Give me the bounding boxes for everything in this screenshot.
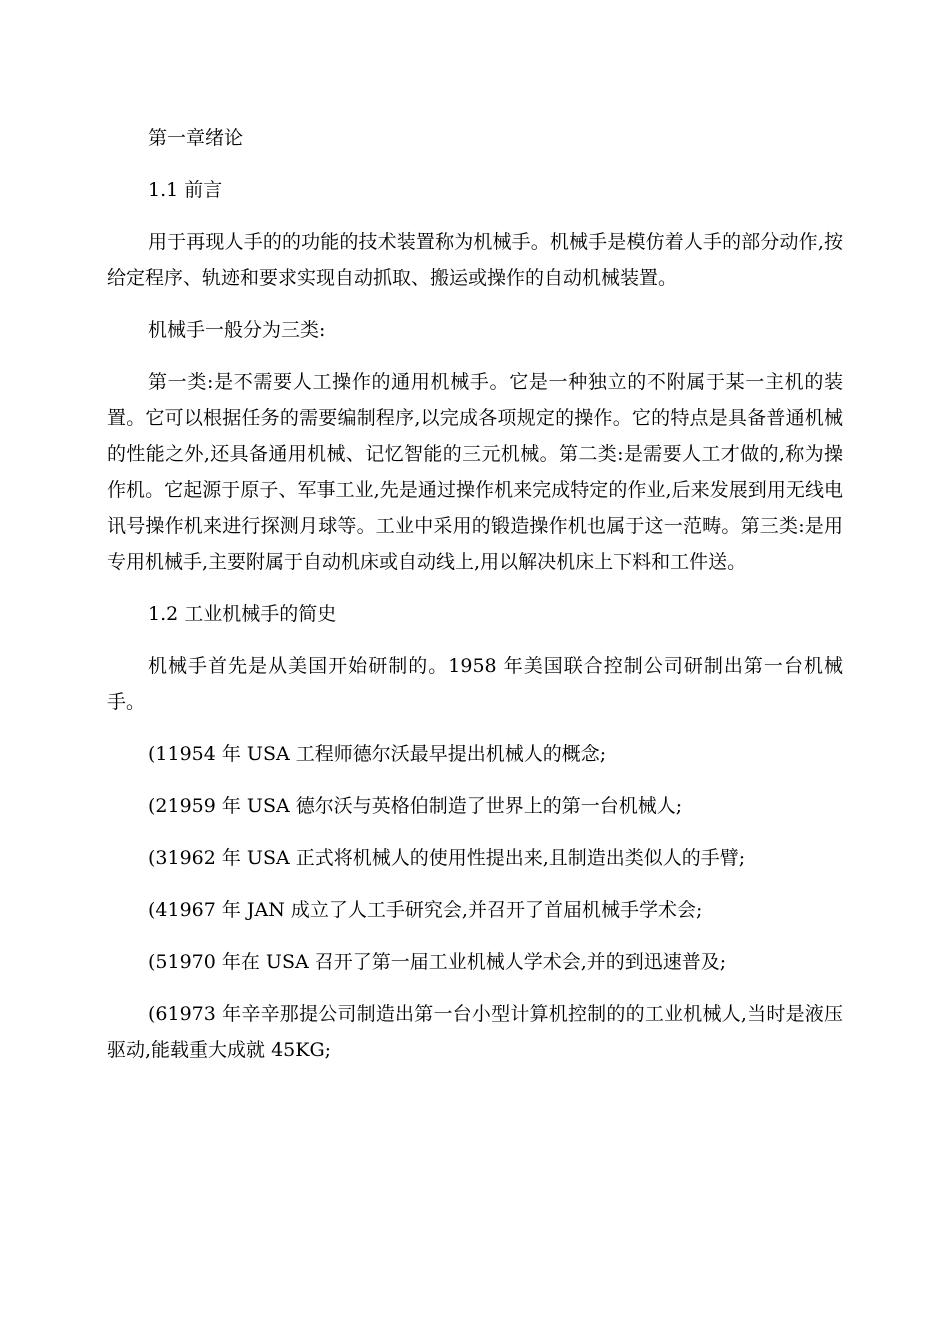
history-item: (41967 年 JAN 成立了人工手研究会,并召开了首届机械手学术会; xyxy=(148,899,703,921)
classification-intro: 机械手一般分为三类: xyxy=(148,319,326,341)
history-item: (51970 年在 USA 召开了第一届工业机械人学术会,并的到迅速普及; xyxy=(148,951,727,973)
history-paragraph: 机械手首先是从美国开始研制的。1958 年美国联合控制公司研制出第一台机械手。 xyxy=(107,655,843,713)
section-heading-1-1: 1.1 前言 xyxy=(148,179,223,201)
history-item: (21959 年 USA 德尔沃与英格伯制造了世界上的第一台机械人; xyxy=(148,795,683,817)
history-item: (31962 年 USA 正式将机械人的使用性提出来,且制造出类似人的手臂; xyxy=(148,847,746,869)
chapter-title: 第一章绪论 xyxy=(148,127,244,149)
history-item: (11954 年 USA 工程师德尔沃最早提出机械人的概念; xyxy=(148,743,607,765)
document-body xyxy=(107,120,843,1084)
classification-paragraph: 第一类:是不需要人工操作的通用机械手。它是一种独立的不附属于某一主机的装置。它可以根据任务的需要编制程序,以完成各项规定的操作。它的特点是具备普通机械的性能之外,还具备通用机械、记忆智能的三元机械。第二类:是需要人工才做的,称为操作机。它起源于原子、军事工业,先是通过操作机来完成特定的作业,后来发展到用无线电讯号操作机来进行探测月球等。工业中采用的锻造操作机也属于这一范畴。第三类:是用专用机械手,主要附属于自动机床或自动线上,用以解决机床上下料和工件送。 xyxy=(107,371,843,573)
intro-paragraph: 用于再现人手的的功能的技术装置称为机械手。机械手是模仿着人手的部分动作,按给定程序、轨迹和要求实现自动抓取、搬运或操作的自动机械装置。 xyxy=(107,231,843,289)
history-item: (61973 年辛辛那提公司制造出第一台小型计算机控制的的工业机械人,当时是液压驱动,能载重大成就 45KG; xyxy=(107,1003,843,1061)
section-heading-1-2: 1.2 工业机械手的简史 xyxy=(148,603,337,625)
